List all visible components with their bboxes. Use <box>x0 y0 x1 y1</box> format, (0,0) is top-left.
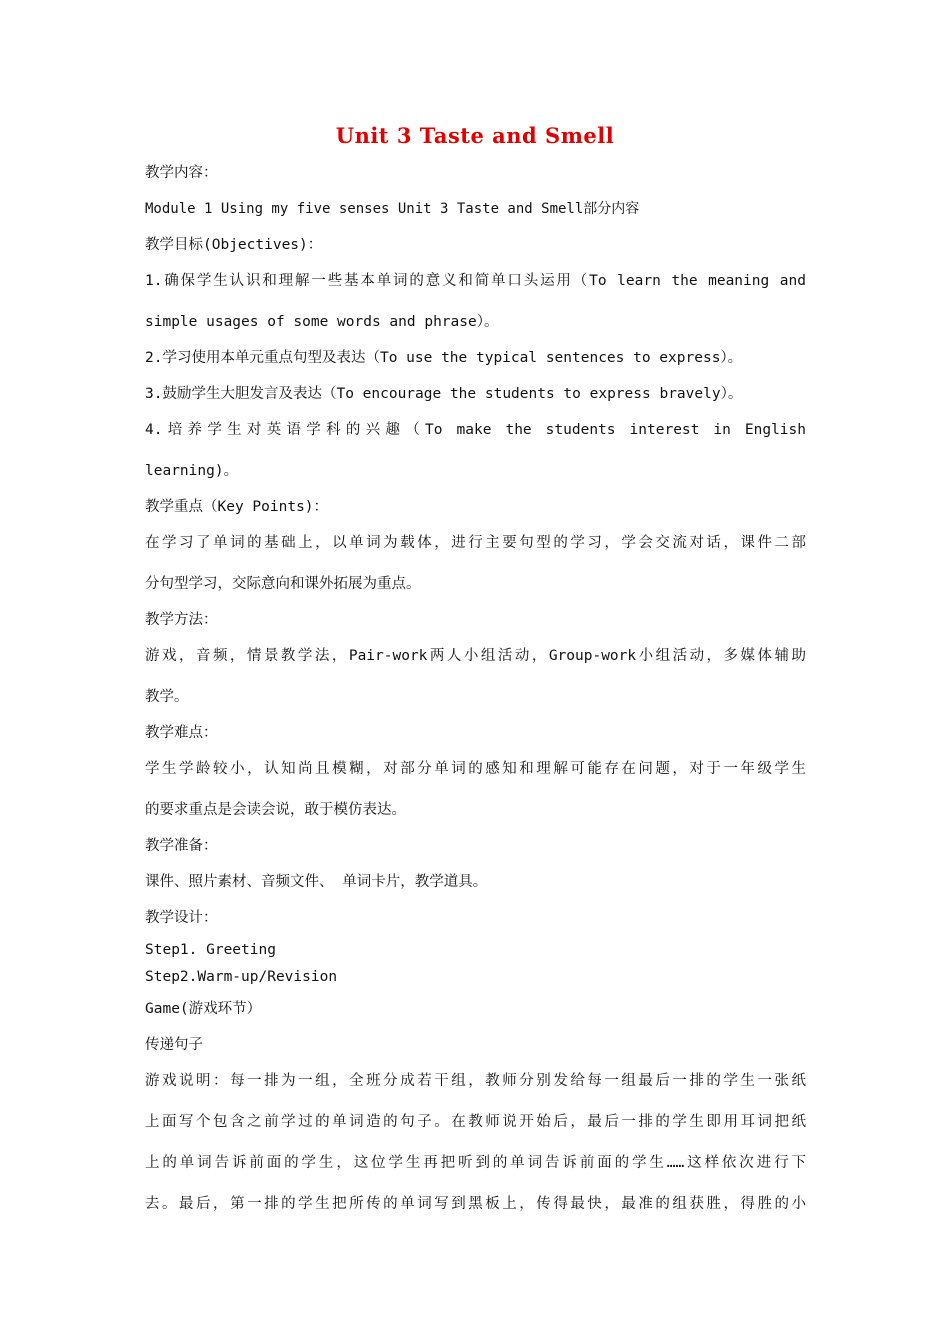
section-heading-preparation: 教学准备： <box>145 838 218 854</box>
section-heading-difficulties: 教学难点： <box>145 725 218 741</box>
section-heading-content: 教学内容： <box>145 165 218 181</box>
methods-line-1: 游戏，音频，情景教学法，Pair-work两人小组活动，Group-work小组活动，多媒体辅助 <box>145 648 806 664</box>
step-1: Step1. Greeting <box>145 942 276 958</box>
section-heading-design: 教学设计： <box>145 910 218 926</box>
game-name: 传递句子 <box>145 1037 203 1053</box>
objective-2: 2.学习使用本单元重点句型及表达（To use the typical sentences to express）。 <box>145 350 743 366</box>
methods-line-2: 教学。 <box>145 689 189 705</box>
content-text: Module 1 Using my five senses Unit 3 Taste and Smell部分内容 <box>145 201 640 217</box>
game-description-line-1: 游戏说明：每一排为一组，全班分成若干组，教师分别发给每一组最后一排的学生一张纸 <box>145 1073 806 1089</box>
document-title: Unit 3 Taste and Smell <box>335 123 615 148</box>
difficulties-line-2: 的要求重点是会读会说，敢于模仿表达。 <box>145 802 406 818</box>
key-points-line-2: 分句型学习，交际意向和课外拓展为重点。 <box>145 576 421 592</box>
objective-1-line-2: simple usages of some words and phrase）。 <box>145 314 499 330</box>
section-heading-key-points: 教学重点（Key Points)： <box>145 499 329 515</box>
step-2: Step2.Warm-up/Revision <box>145 969 338 985</box>
preparation-text: 课件、照片素材、音频文件、 单词卡片，教学道具。 <box>145 874 488 890</box>
game-description-line-2: 上面写个包含之前学过的单词造的句子。在教师说开始后，最后一排的学生即用耳词把纸 <box>145 1114 806 1130</box>
section-heading-methods: 教学方法： <box>145 612 218 628</box>
section-heading-objectives: 教学目标(Objectives)： <box>145 237 323 253</box>
objective-3: 3.鼓励学生大胆发言及表达（To encourage the students to express bravely）。 <box>145 386 743 402</box>
objective-4-line-2: learning)。 <box>145 463 239 479</box>
difficulties-line-1: 学生学龄较小，认知尚且模糊，对部分单词的感知和理解可能存在问题，对于一年级学生 <box>145 761 806 777</box>
objective-4-line-1: 4.培养学生对英语学科的兴趣（To make the students interest in English <box>145 422 806 438</box>
game-description-line-4: 去。最后，第一排的学生把所传的单词写到黑板上，传得最快，最准的组获胜，得胜的小 <box>145 1196 806 1212</box>
game-description-line-3: 上的单词告诉前面的学生，这位学生再把听到的单词告诉前面的学生……这样依次进行下 <box>145 1155 806 1171</box>
key-points-line-1: 在学习了单词的基础上，以单词为载体，进行主要句型的学习，学会交流对话，课件二部 <box>145 535 806 551</box>
game-heading: Game(游戏环节） <box>145 1001 262 1017</box>
objective-1-line-1: 1.确保学生认识和理解一些基本单词的意义和简单口头运用（To learn the meaning and <box>145 273 806 289</box>
